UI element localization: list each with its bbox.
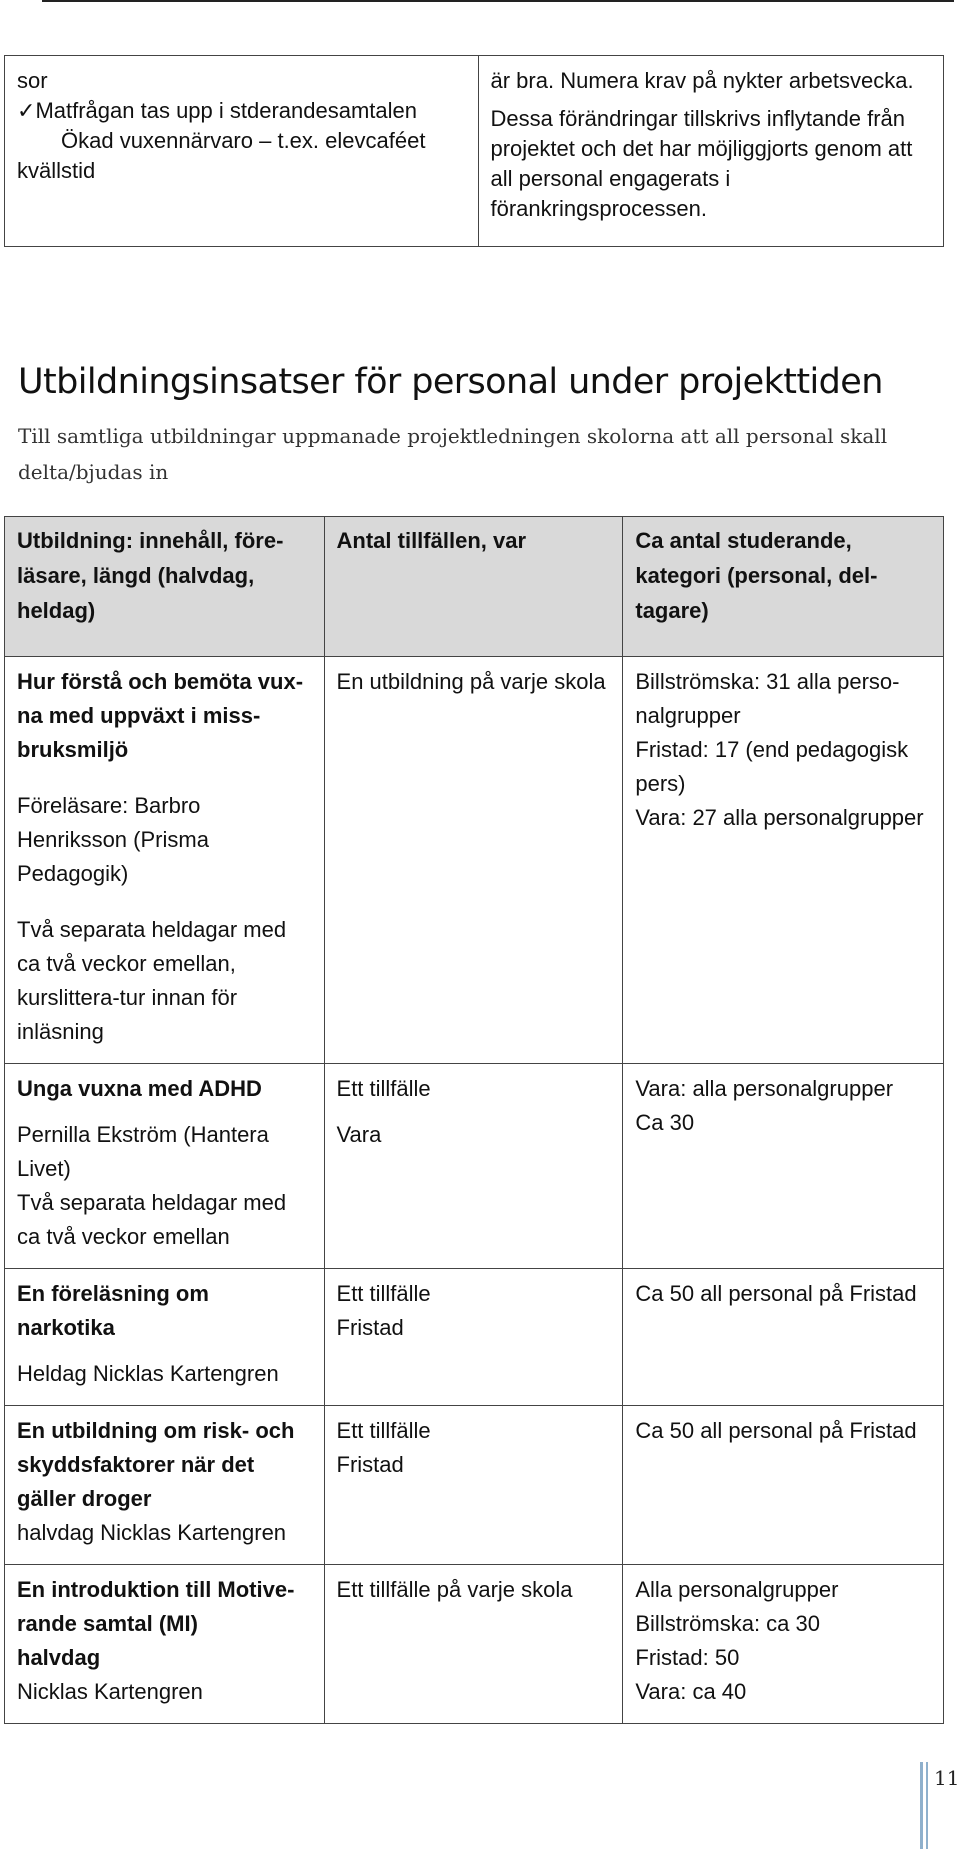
training-cell <box>5 657 325 1064</box>
participants-text: Vara: 27 alla personalgrupper <box>635 805 924 830</box>
occasions-cell <box>324 1064 623 1269</box>
training-table <box>4 516 944 1724</box>
continuation-text: kvällstid <box>17 158 96 183</box>
participants-text: Vara: alla personalgrupper <box>635 1076 894 1101</box>
table-row <box>5 1406 944 1565</box>
participants-text: Fristad: 50 <box>635 1645 740 1670</box>
continuation-right-cell <box>478 56 944 247</box>
occasions-place: Vara <box>336 1122 382 1147</box>
occasions-cell <box>324 1565 623 1724</box>
occasions-text: Ett tillfälle <box>336 1418 431 1443</box>
column-header-participants: Ca antal studerande, kategori (personal, del-tagare) <box>623 517 944 657</box>
continuation-table <box>4 55 944 247</box>
occasions-text: En utbildning på varje skola <box>336 669 606 694</box>
training-lecturer: halvdag Nicklas Kartengren <box>17 1520 287 1545</box>
section-intro: Till samtliga utbildningar uppmanade projektledningen skolorna att all personal skall delta/bjudas in <box>18 424 888 484</box>
training-note: Två separata heldagar med ca två veckor emellan, kurslittera-tur innan för inläsning <box>17 917 287 1044</box>
occasions-text: Ett tillfälle på varje skola <box>336 1577 573 1602</box>
table-row <box>5 56 944 247</box>
participants-text: Billströmska: 31 alla perso-nalgrupper <box>635 669 900 728</box>
training-title: En föreläsning om narkotika <box>17 1281 209 1340</box>
occasions-text: Ett tillfälle <box>336 1076 431 1101</box>
table-header-row <box>5 517 944 657</box>
participants-cell <box>623 1565 944 1724</box>
continuation-left-cell <box>5 56 479 247</box>
table-row <box>5 1064 944 1269</box>
training-title: Unga vuxna med ADHD <box>17 1076 262 1101</box>
column-header-training: Utbildning: innehåll, före-läsare, längd (halvdag, heldag) <box>5 517 325 657</box>
section-title: Utbildningsinsatser för personal under projekttiden <box>18 362 883 402</box>
training-title: En utbildning om risk- och skyddsfaktorer när det gäller droger <box>17 1418 295 1511</box>
participants-cell <box>623 1406 944 1565</box>
continuation-text: är bra. Numera krav på nykter arbetsvecka. <box>490 68 914 93</box>
participants-cell <box>623 1269 944 1406</box>
training-note: Två separata heldagar med ca två veckor emellan <box>17 1190 287 1249</box>
continuation-text: Dessa förändringar tillskrivs inflytande från projektet och det har möjliggjorts genom att all personal engagerats i förankringsprocessen. <box>490 106 913 221</box>
occasions-cell <box>324 1269 623 1406</box>
table-row <box>5 657 944 1064</box>
occasions-cell <box>324 657 623 1064</box>
participants-text: Ca 30 <box>635 1110 695 1135</box>
training-lecturer: Pernilla Ekström (Hantera Livet) <box>17 1122 269 1181</box>
training-title: Hur förstå och bemöta vux-na med uppväxt i miss-bruksmiljö <box>17 669 304 762</box>
page-number: 11 <box>934 1766 960 1790</box>
occasions-cell <box>324 1406 623 1565</box>
occasions-place: Fristad <box>336 1452 404 1477</box>
continuation-text: sor <box>17 68 48 93</box>
training-cell <box>5 1565 325 1724</box>
training-cell <box>5 1269 325 1406</box>
training-lecturer: Föreläsare: Barbro Henriksson (Prisma Pedagogik) <box>17 793 209 886</box>
participants-text: Billströmska: ca 30 <box>635 1611 820 1636</box>
occasions-place: Fristad <box>336 1315 404 1340</box>
participants-text: Alla personalgrupper <box>635 1577 839 1602</box>
training-title: En introduktion till Motive-rande samtal (MI) <box>17 1577 295 1636</box>
participants-text: Vara: ca 40 <box>635 1679 747 1704</box>
table-row <box>5 1565 944 1724</box>
checklist-item <box>17 96 466 126</box>
training-cell <box>5 1406 325 1565</box>
participants-cell <box>623 1064 944 1269</box>
column-header-occasions: Antal tillfällen, var <box>324 517 623 657</box>
occasions-text: Ett tillfälle <box>336 1281 431 1306</box>
table-row <box>5 1269 944 1406</box>
page-number-rule <box>926 1762 928 1849</box>
training-lecturer: Nicklas Kartengren <box>17 1679 203 1704</box>
page-number-rule <box>920 1762 923 1849</box>
continuation-text: Ökad vuxennärvaro – t.ex. elevcaféet <box>61 128 426 153</box>
training-lecturer: Heldag Nicklas Kartengren <box>17 1361 279 1386</box>
participants-cell <box>623 657 944 1064</box>
continuation-text: Matfrågan tas upp i stderandesamtalen <box>35 98 417 123</box>
participants-text: Ca 50 all personal på Fristad <box>635 1281 917 1306</box>
participants-text: Fristad: 17 (end pedagogisk pers) <box>635 737 909 796</box>
training-cell <box>5 1064 325 1269</box>
training-duration: halvdag <box>17 1645 101 1670</box>
checkmark-icon: ✓ <box>17 98 36 123</box>
top-rule <box>42 0 954 2</box>
participants-text: Ca 50 all personal på Fristad <box>635 1418 917 1443</box>
